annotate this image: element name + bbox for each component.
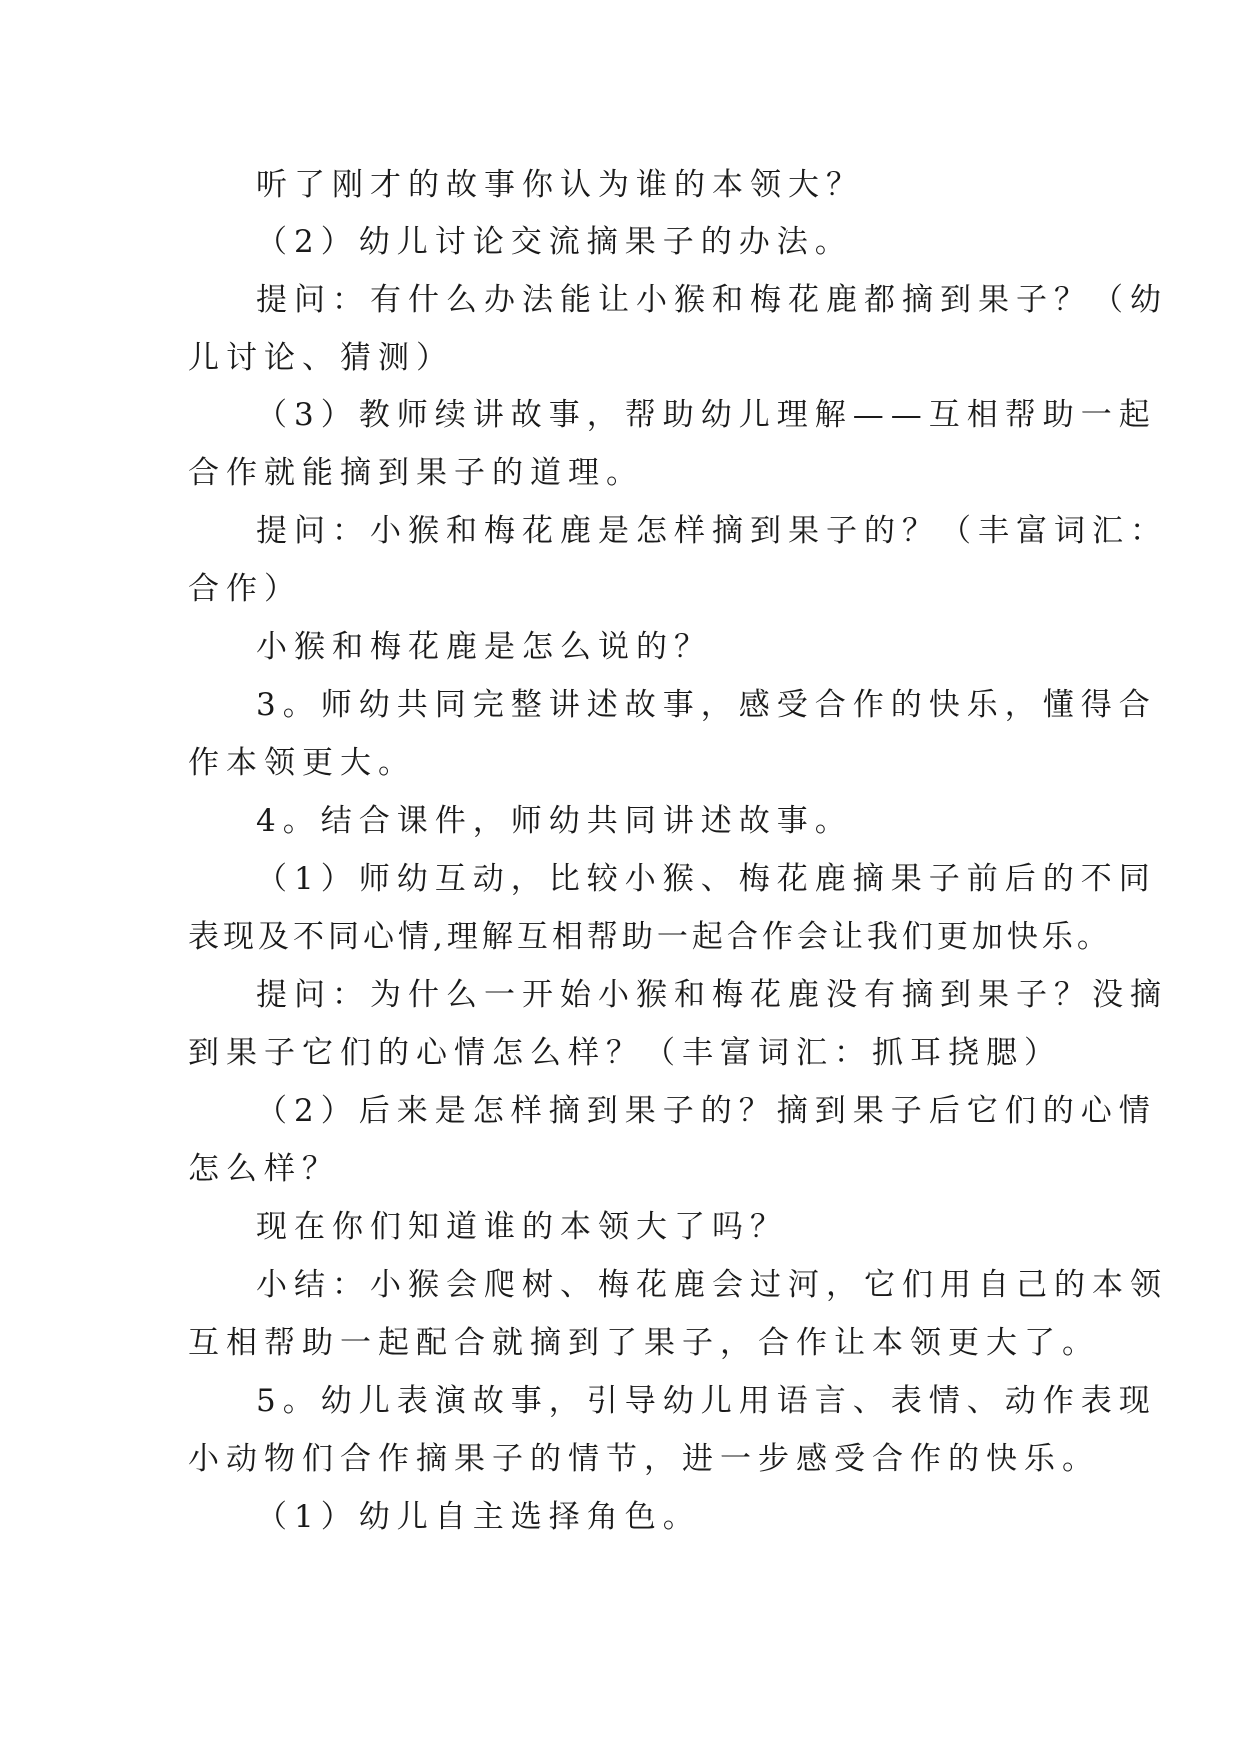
text-line: 儿讨论、猜测）: [188, 340, 454, 376]
text-line: 小猴和梅花鹿是怎么说的？: [256, 629, 712, 665]
text-line: 提问：为什么一开始小猴和梅花鹿没有摘到果子？没摘: [256, 977, 1168, 1013]
text-line: 小动物们合作摘果子的情节，进一步感受合作的快乐。: [188, 1441, 1100, 1477]
text-line: 到果子它们的心情怎么样？（丰富词汇：抓耳挠腮）: [188, 1035, 1062, 1071]
text-line: 听了刚才的故事你认为谁的本领大？: [256, 167, 864, 203]
text-line: 3。师幼共同完整讲述故事，感受合作的快乐，懂得合: [256, 687, 1157, 723]
text-line: 合作就能摘到果子的道理。: [188, 455, 644, 491]
text-line: 4。结合课件，师幼共同讲述故事。: [256, 803, 853, 839]
text-line: 表现及不同心情,理解互相帮助一起合作会让我们更加快乐。: [188, 919, 1112, 955]
text-line: 5。幼儿表演故事，引导幼儿用语言、表情、动作表现: [256, 1383, 1157, 1419]
text-line: （1）幼儿自主选择角色。: [256, 1499, 701, 1535]
text-line: 现在你们知道谁的本领大了吗？: [256, 1209, 788, 1245]
text-line: 合作）: [188, 571, 302, 607]
text-line: 互相帮助一起配合就摘到了果子，合作让本领更大了。: [188, 1325, 1100, 1361]
text-line: （1）师幼互动，比较小猴、梅花鹿摘果子前后的不同: [256, 861, 1157, 897]
text-line: （2）后来是怎样摘到果子的？摘到果子后它们的心情: [256, 1093, 1157, 1129]
text-line: （2）幼儿讨论交流摘果子的办法。: [256, 224, 853, 260]
text-line: 怎么样？: [188, 1151, 340, 1187]
text-line: 小结：小猴会爬树、梅花鹿会过河，它们用自己的本领: [256, 1267, 1168, 1303]
text-line: （3）教师续讲故事，帮助幼儿理解——互相帮助一起: [256, 397, 1157, 433]
text-line: 提问：小猴和梅花鹿是怎样摘到果子的？（丰富词汇：: [256, 513, 1168, 549]
text-line: 提问：有什么办法能让小猴和梅花鹿都摘到果子？（幼: [256, 282, 1168, 318]
text-line: 作本领更大。: [188, 745, 416, 781]
